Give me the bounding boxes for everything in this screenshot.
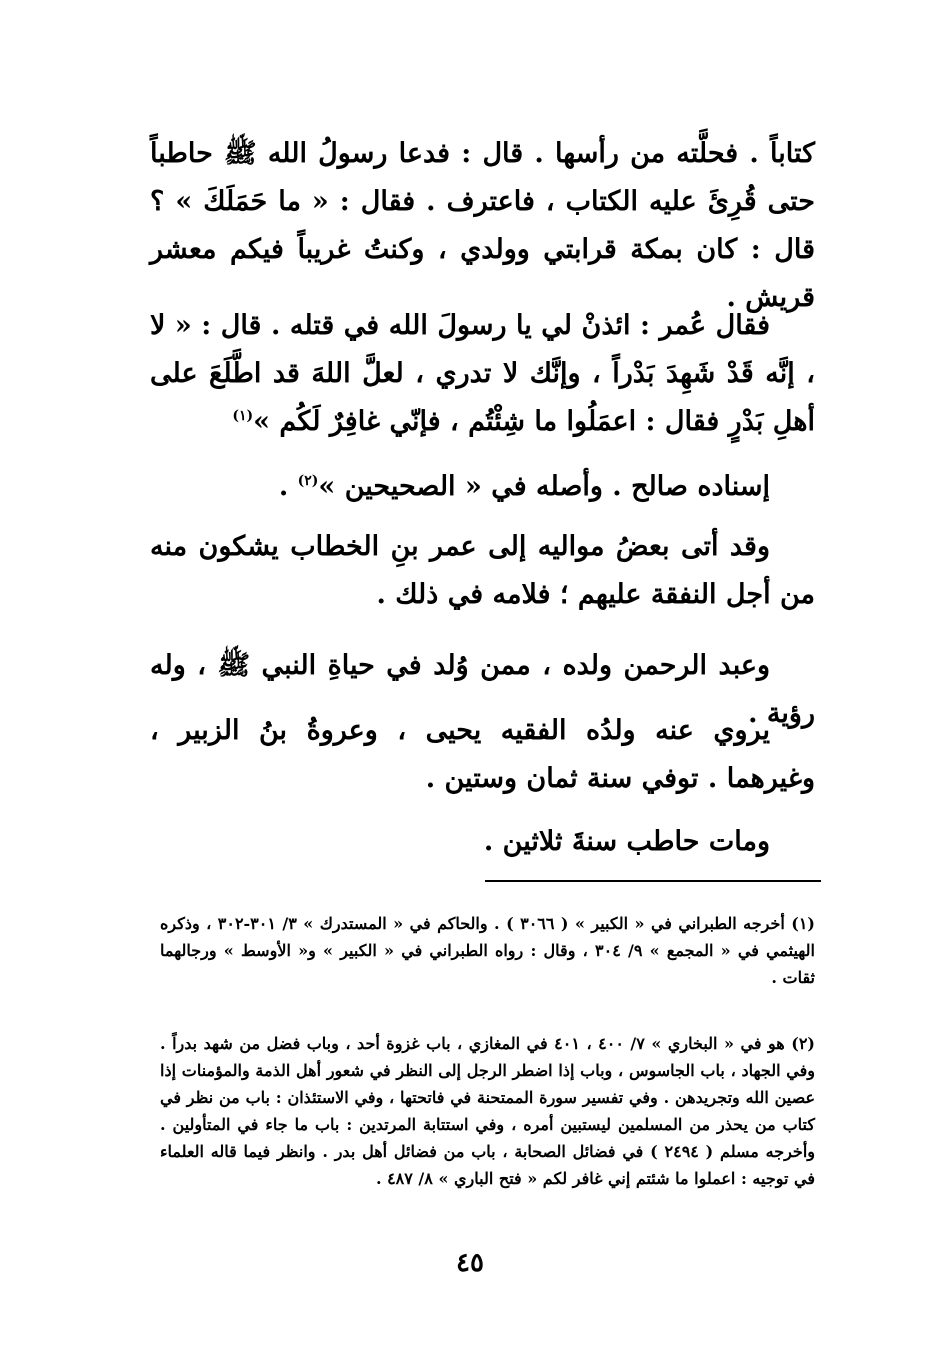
paragraph-3 [150,463,815,511]
footnote-ref-1: (١) [232,408,254,424]
paragraph-2-text: فقال عُمر : ائذنْ لي يا رسولَ الله في قتله . قال : « لا ، إنَّه قَدْ شَهِدَ بَدْراً ، وإنَّك لا تدري ، لعلَّ اللهَ قد اطَّلَعَ على أهلِ بَدْرٍ فقال : اعمَلُوا ما شِئْتُم ، فإنّي غافِرٌ لَكُم » [150,310,815,437]
paragraph-2 [150,302,815,446]
page-number: ٤٥ [456,1248,484,1278]
footnote-1: (١) أخرجه الطبراني في « الكبير » ( ٣٠٦٦ ) . والحاكم في « المستدرك » ٣/ ٣٠١-٣٠٢ ، وذكره الهيثمي في « المجمع » ٩/ ٣٠٤ ، وقال : رواه الطبراني في « الكبير » و« الأوسط » ورجالهما ثقات . [160,914,816,987]
footnote-divider [485,880,821,882]
paragraph-1: كتاباً . فحلَّته من رأسها . قال : فدعا رسولُ الله ﷺ حاطباً حتى قُرِئَ عليه الكتاب ، فاعترف . فقال : « ما حَمَلَكَ » ؟ قال : كان بمكة قرابتي وولدي ، وكنتُ غريباً فيكم معشر قريش . [150,138,815,313]
paragraph-6: يروي عنه ولدُه الفقيه يحيى ، وعروةُ بنُ الزبير ، وغيرهما . توفي سنة ثمان وستين . [150,715,815,794]
paragraph-3-text: إسناده صالح . وأصله في « الصحيحين » [318,471,770,502]
paragraph-5: وعبد الرحمن ولده ، ممن وُلد في حياةِ النبي ﷺ ، وله رؤية . [150,650,815,729]
footnote-2: (٢) هو في « البخاري » ٧/ ٤٠٠ ، ٤٠١ في المغازي ، باب غزوة أحد ، وباب فضل من شهد بدراً . وفي الجهاد ، باب الجاسوس ، وباب إذا اضطر الرجل إلى النظر في شعور أهل الذمة والمؤمنات إذا عصين الله وتجريدهن . وفي تفسير سورة الممتحنة في فاتحتها ، وفي الاستئذان : باب من نظر في كتاب من يحذر من المسلمين ليستبين أمره ، وفي استتابة المرتدين : باب ما جاء في المتأولين . وأخرجه مسلم ( ٢٤٩٤ ) في فضائل الصحابة ، باب من فضائل أهل بدر . وانظر فيما قاله العلماء في توجيه : اعملوا ما شئتم إني غافر لكم « فتح الباري » ٨/ ٤٨٧ . [160,1034,816,1188]
footnote-ref-2: (٢) [297,473,319,489]
paragraph-3-tail: . [278,471,298,502]
paragraph-7: ومات حاطب سنةَ ثلاثين . [483,826,770,857]
paragraph-4: وقد أتى بعضُ مواليه إلى عمر بنِ الخطاب يشكون منه من أجل النفقة عليهم ؛ فلامه في ذلك . [150,531,815,610]
